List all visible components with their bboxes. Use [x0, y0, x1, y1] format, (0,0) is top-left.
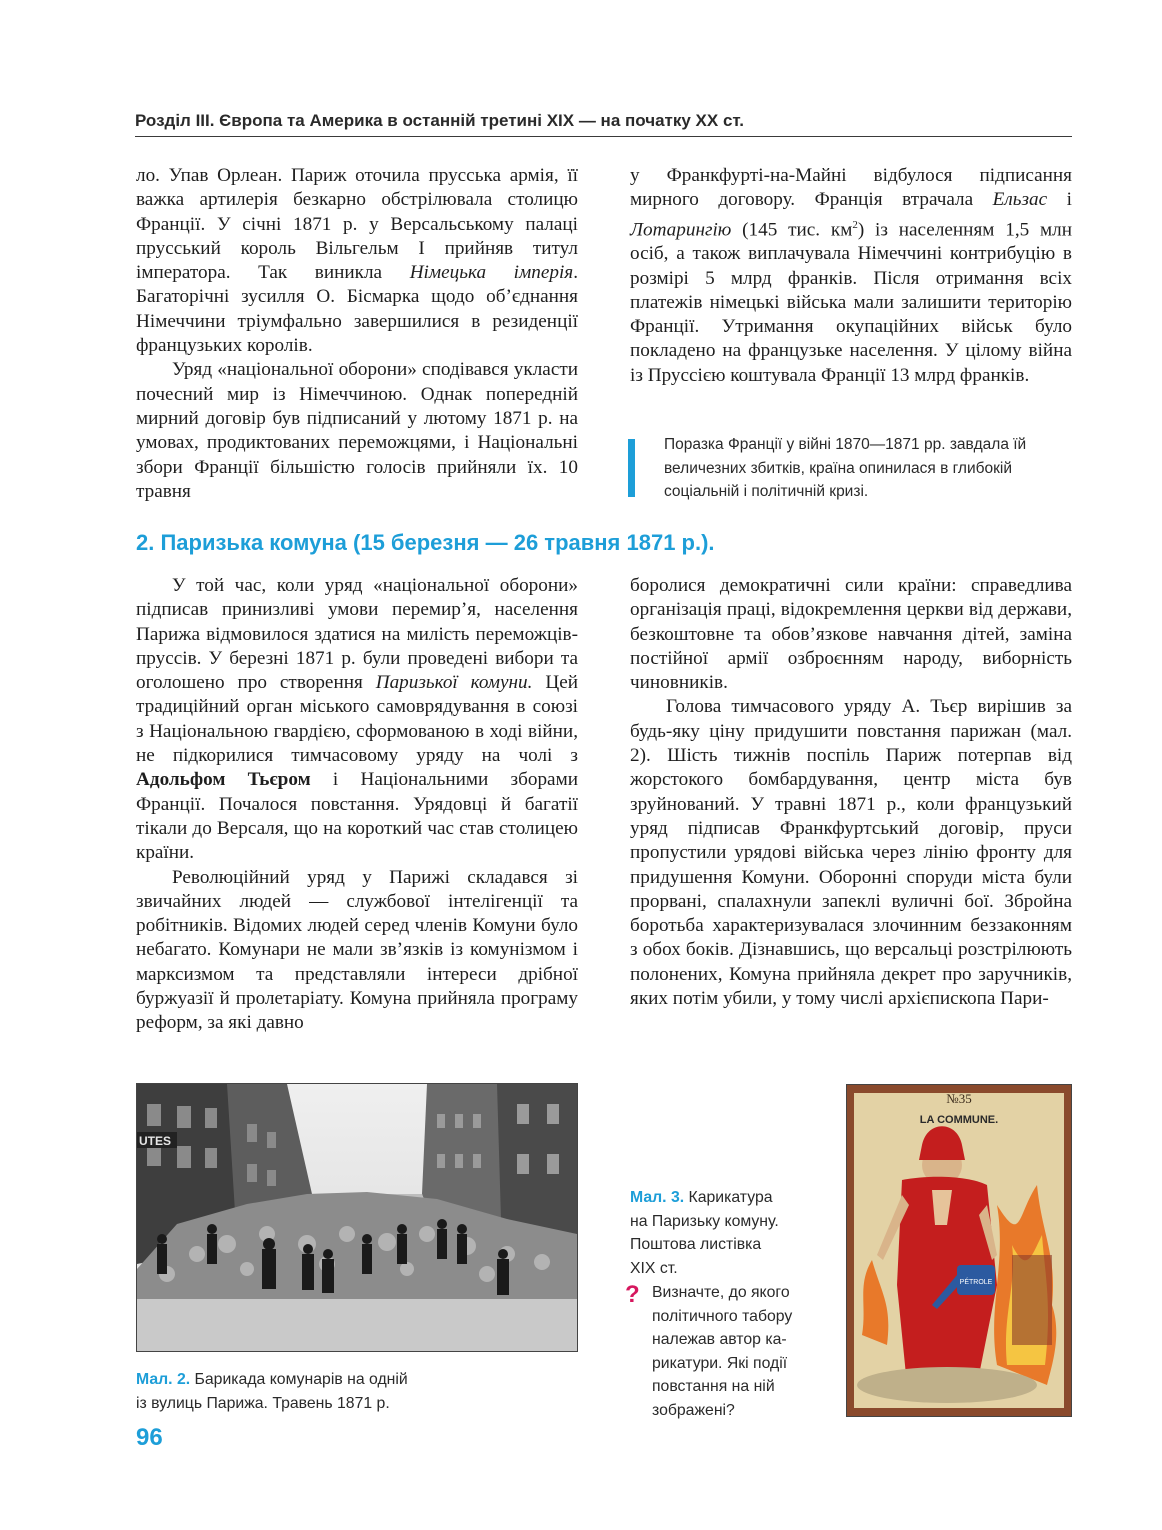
page-number: 96 — [136, 1424, 163, 1451]
note-accent-bar — [628, 439, 635, 497]
text-column-top-right — [630, 164, 1072, 388]
barricade-photo-image — [137, 1084, 577, 1351]
section-title: 2. Паризька комуна (15 березня — 26 травня 1871 р.). — [136, 530, 715, 555]
paragraph: Голова тимчасового уряду А. Тьєр вирішив за будь-яку ціну придушити повстання парижан (мал. 2). Шість тижнів поспіль Париж потерпав від жорстокого бомбардування, центр міста був зруйнований. У травні 1871 р., коли французький уряд підписав Франкфуртський договір, пруси пропустили урядові війська через лінію фронту для придушення Комуни. Оборонні споруди міста були прорвані, спалахнули запеклі вуличні бої. Збройна боротьба характеризувалася злочинним беззаконням з обох боків. Дізнавшись, що версальці розстрілюють полонених, Комуна прийняла декрет про заручників, яких потім убили, у тому числі архієпископа Пари- — [630, 696, 1072, 1010]
question-text: Визначте, до якого політичного табору належав автор ка- рикатури. Які події повстання на ній зображені? — [652, 1284, 793, 1419]
text-column-bottom-right — [630, 574, 1072, 1011]
paragraph: У той час, коли уряд «національної оборони» підписав принизливі умови перемир’я, населення Парижа відмовилося здатися на милість переможців-пруссів. У березні 1871 р. були проведені вибори та оголошено про створення Паризької комуни. Цей традиційний орган міського самоврядування в союзі з Національною гвардією, сформованою в ході війни, не підкорилися тимчасовому уряду на чолі з Адольфом Тьєром і Національними зборами Франції. Почалося повстання. Урядовці й багатії тікали до Версаля, що на короткий час став столицею країни. — [136, 575, 578, 864]
paragraph: Уряд «національної оборони» сподівався укласти почесний мир із Німеччиною. Однак попередній мирний договір був підписаний у лютому 1871 р. на умовах, продиктованих переможцями, і Національні збори Франції більшістю голосів прийняли їх. 10 травня — [136, 359, 578, 502]
shop-sign: UTES — [139, 1134, 172, 1148]
text-column-bottom-left — [136, 574, 578, 1036]
summary-note — [628, 433, 1072, 498]
poster-number: №35 — [946, 1091, 972, 1106]
caricature-poster — [846, 1084, 1072, 1417]
caricature-poster-image — [847, 1085, 1071, 1416]
paragraph: боролися демократичні сили країни: справедлива організація праці, відокремлення церкви від держави, безкоштовне та обов’язкове навчання дітей, заміна постійної армії озброєнням народу, виборність чиновників. — [630, 575, 1072, 694]
paragraph: у Франкфурті-на-Майні відбулося підписання мирного договору. Франція втрачала Ельзас і Лотарингію (145 тис. $км^2$) із населенням 1,5 млн осіб, а також виплачувала Німеччині контрибуцію в розмірі 5 млрд франків. Після отримання всіх платежів німецькі війська мали залишити територію Франції. Утримання окупаційних військ було покладено на французьке населення. У цілому війна із Пруссією коштувала Франції 13 млрд франків. — [630, 165, 1072, 386]
paragraph: Революційний уряд у Парижі складався зі звичайних людей — службової інтелігенції та робітників. Відомих людей серед членів Комуни було небагато. Комунари не мали зв’язків із комунізмом і марксизмом та представляли інтереси дрібної буржуазії й пролетаріату. Комуна прийняла програму реформ, за які давно — [136, 866, 578, 1034]
note-text: Поразка Франції у війні 1870—1871 рр. завдала їй величезних збитків, країна опинилася в глибокій соціальній і політичній кризі. — [664, 436, 1027, 500]
figure-2-caption: Мал. 2. Барикада комунарів на одній із вулиць Парижа. Травень 1871 р. — [136, 1371, 408, 1412]
can-label: PÉTROLE — [959, 1279, 993, 1286]
text-column-top-left — [136, 164, 578, 504]
barricade-photo — [136, 1083, 578, 1352]
figure-3-caption: Мал. 3. Карикатура на Паризьку комуну. Поштова листівка XIX ст. — [630, 1189, 779, 1277]
section-header: Розділ ІІІ. Європа та Америка в останній третині ХІХ — на початку ХХ ст. — [135, 108, 1072, 137]
poster-title: LA COMMUNE. — [919, 1114, 999, 1126]
paragraph: ло. Упав Орлеан. Париж оточила прусська армія, її важка артилерія безкарно обстрілювала столицю Франції. У січні 1871 р. у Версальському палаці прусський король Вільгельм І прийняв титул імператора. Так виникла Німецька імперія. Багаторічні зусилля О. Бісмарка щодо об’єднання Німеччини тріумфально завершилися в резиденції французьких королів. — [136, 165, 578, 357]
question-icon: ? — [625, 1281, 640, 1308]
